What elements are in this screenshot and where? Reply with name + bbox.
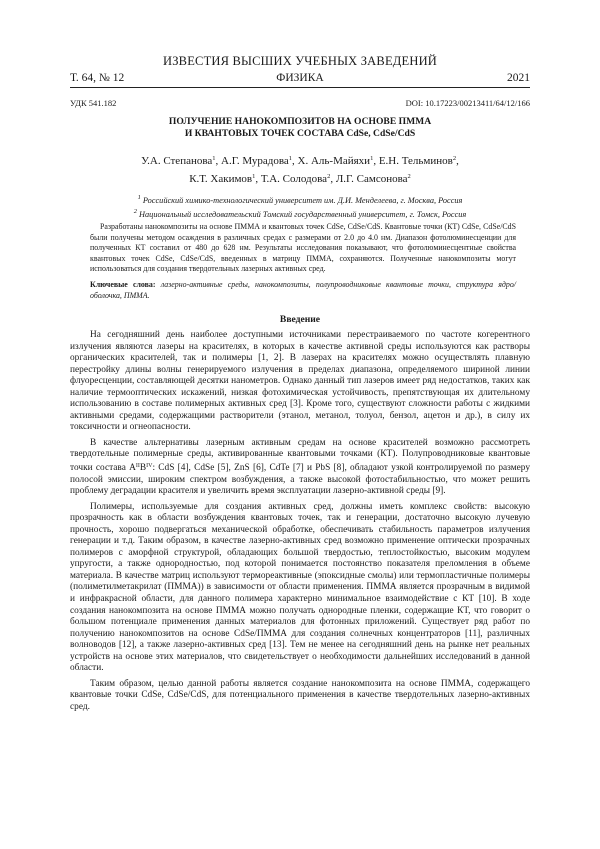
journal-title: ИЗВЕСТИЯ ВЫСШИХ УЧЕБНЫХ ЗАВЕДЕНИЙ <box>162 54 438 68</box>
author: Е.Н. Тельминов$^2$ <box>378 155 457 167</box>
doi: DOI: 10.17223/00213411/64/12/166 <box>405 98 530 108</box>
affiliation-mark: 2 <box>407 173 411 180</box>
abstract: Разработаны нанокомпозиты на основе ПММА и квантовых точек CdSe, CdSe/CdS. Квантовые точки (КТ) CdSe, CdSe/CdS были получены методом осаждения в различных средах с размерами от 2.0 до 4.0 нм. Диапазон фотолюминесценции для полученных КТ составил от 480 до 628 нм. Результаты исследования показывают, что фотолюминесцентные свойства квантовых точек CdSe, CdSe/CdS, введенных в матрицу ПММА, сохраняются. Полученные нанокомпозиты могут использоваться для создания твердотельных лазерных активных сред. <box>90 222 516 274</box>
affiliation-mark: 1 <box>288 155 293 162</box>
body-text <box>70 330 530 718</box>
identifier-row <box>70 98 530 110</box>
affiliation: $^1$ Российский химико-технологический университет им. Д.И. Менделеева, г. Москва, Россия <box>137 194 463 205</box>
author: Т.А. Солодова$^2$ <box>260 173 331 185</box>
article-title <box>70 116 530 140</box>
keywords-label: Ключевые слова: <box>90 280 156 289</box>
header-rule <box>70 87 530 88</box>
volume-issue: Т. 64, № 12 <box>70 72 125 84</box>
affiliation-mark: 1 <box>370 155 374 162</box>
title-line: ПОЛУЧЕНИЕ НАНОКОМПОЗИТОВ НА ОСНОВЕ ПММА <box>168 116 432 127</box>
paragraph: На сегодняшний день наиболее доступными источниками перестраиваемого по частоте когерентного излучения являются лазеры на красителях, в которых в качестве активной среды используются как растворы органических красителей, так и полимеры [1, 2]. В лазерах на красителях можно осуществлять плавную перестройку длины волны генерируемого излучения в пределах диапазона, определяемого шириной линии флуоресценции, составляющей десятки нанометров. Однако данный тип лазеров имеет ряд недостатков, таких как наличие термооптических искажений, низкая фотохимическая устойчивость, препятствующая их длительному использованию в составе полимерных активных сред [3]. Кроме того, существуют сложности работы с жидкими активными средами, содержащими растворители (этанол, метанол, толуол, бензол, ацетон и др.), в силу их токсичности и огнеопасности. <box>70 330 530 433</box>
authors-line: У.А. Степанова$^1$, А.Г. Мурадова$^1$, Х. Аль-Майяхи$^1$, Е.Н. Тельминов$^2$, <box>141 155 459 167</box>
author: Л.Г. Самсонова$^2$ <box>335 173 411 185</box>
authors-line: К.Т. Хакимов$^1$, Т.А. Солодова$^2$, Л.Г. Самсонова$^2$ <box>189 173 411 185</box>
affiliation-mark: 1 <box>212 155 216 162</box>
paragraph: Полимеры, используемые для создания активных сред, должны иметь комплекс свойств: высокую прозрачность как в области возбуждения квантовых точек, так и генерации, достаточно высокую лучевую прочность, хорошо подвергаться механической обработке, обеспечивать стабильность параметров излучения генерации и т.д. Таким образом, в качестве лазерно-активных сред возможно применение оптически прозрачных полимеров с аморфной структурой, обладающих большой твердостью, теплостойкостью, высоким модулем упругости, а также однородностью, под которой понимается постоянство показателя преломления в объеме материала. В качестве матриц используют термореактивные (эпоксидные смолы) или термопластичные полимеры (полиметилметакрилат (ПММА)) в зависимости от области применения. ПММА является прозрачным в видимой и инфракрасной области, для данного полимера характерно минимальное взаимодействие с КТ [10]. В ходе создания нанокомпозита на основе ПММА можно получать однородные пленки, содержащие КТ, что говорит о большом потенциале применения данных материалов для фотонных приложений. Существует ряд работ по получению нанокомпозитов на основе CdSe/ПММА для создания солнечных концентраторов [11], различных волноводов [12], а также лазерно-активных сред [13]. Тем не менее на сегодняшний день на рынке нет реальных устройств на основе этих материалов, что свидетельствует о необходимости дальнейших исследований в данной области. <box>70 501 530 674</box>
udc-code: УДК 541.182 <box>70 98 117 108</box>
affiliation-mark: 1 <box>252 173 256 180</box>
author: К.Т. Хакимов$^1$ <box>189 173 256 185</box>
title-line: И КВАНТОВЫХ ТОЧЕК СОСТАВА CdSe, CdSe/CdS <box>184 128 416 139</box>
journal-info-row <box>70 72 530 88</box>
paragraph: Таким образом, целью данной работы является создание нанокомпозита на основе ПММА, содержащего квантовые точки CdSe, CdSe/CdS, для потенциального применения в качестве твердотельных лазерно-активных сред. <box>70 678 530 712</box>
affiliation-mark: 2 <box>327 173 331 180</box>
keywords-text: лазерно-активные среды, нанокомпозиты, полупроводниковые квантовые точки, структура ядро/оболочка, ПММА. <box>90 280 516 300</box>
affiliations <box>70 192 530 220</box>
affiliation-mark: 2 <box>452 155 457 162</box>
author: Х. Аль-Майяхи$^1$ <box>297 155 374 167</box>
paragraph: В качестве альтернативы лазерным активным средам на основе красителей возможно рассмотреть твердотельные полимерные среды, активированные квантовыми точками (КТ). Полупроводниковые квантовые точки состава $A^{II}B^{IV}$: CdS [4], CdSe [5], ZnS [6], CdTe [7] и PbS [8], обладают узкой контролируемой по размеру полосой эмиссии, широким спектром возбуждения, а также высокой фотостабильностью, что может решить проблему деградации красителя и увеличить время эксплуатации лазерно-активной среды [9]. <box>70 437 530 497</box>
affiliation: $^2$ Национальный исследовательский Томский государственный университет, г. Томск, Россия <box>133 208 467 219</box>
keywords <box>90 280 516 301</box>
discipline: ФИЗИКА <box>276 72 324 84</box>
year: 2021 <box>507 72 530 84</box>
section-heading: Введение <box>279 314 321 325</box>
author: У.А. Степанова$^1$ <box>141 155 216 167</box>
author-list <box>70 151 530 187</box>
author: А.Г. Мурадова$^1$ <box>221 155 293 167</box>
